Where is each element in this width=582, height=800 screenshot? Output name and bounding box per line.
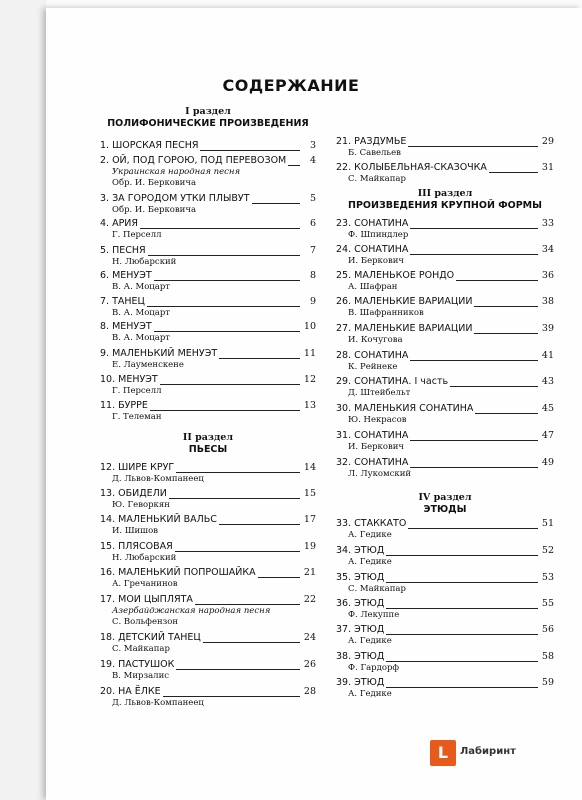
labirint-logo-text: Лабиринт [460, 746, 516, 757]
toc-entry [100, 218, 316, 241]
toc-entry [100, 462, 316, 485]
toc-entry-composer: А. Гедике [348, 557, 392, 567]
section-3-header-wrap [336, 188, 554, 212]
toc-entry-row [336, 244, 554, 256]
toc-entry-title: 17. МОИ ЦЫПЛЯТА [100, 594, 193, 605]
toc-entry-row [100, 488, 316, 500]
toc-entry-rule [203, 642, 300, 643]
section-header-4 [336, 492, 554, 516]
toc-entry-page: 34 [541, 244, 554, 255]
toc-entry-composer: А. Гедике [348, 530, 392, 540]
toc-entry-composer: Г. Перселл [112, 230, 162, 240]
toc-entry-row [100, 321, 316, 333]
toc-entry-page: 52 [541, 545, 554, 556]
toc-entry-title: 34. ЭТЮД [336, 545, 385, 556]
toc-entry-title: 11. БУРРЕ [100, 400, 148, 411]
toc-entry-page: 21 [303, 567, 316, 578]
toc-entry [336, 296, 554, 319]
toc-entry-title: 28. СОНАТИНА [336, 350, 409, 361]
toc-entry-page: 36 [541, 270, 554, 281]
toc-entry-title: 8. МЕНУЭТ [100, 321, 152, 332]
toc-entry-title: 18. ДЕТСКИЙ ТАНЕЦ [100, 632, 201, 643]
toc-entry-composer: В. А. Моцарт [112, 308, 170, 318]
toc-entry-page: 47 [541, 430, 554, 441]
toc-entry-composer: Обр. И. Берковича [112, 178, 197, 188]
toc-entry-page: 56 [541, 624, 554, 635]
section-title: ЭТЮДЫ [423, 504, 467, 515]
toc-entry-page: 7 [309, 245, 316, 256]
toc-entry [336, 270, 554, 293]
toc-entry-page: 8 [309, 270, 316, 281]
toc-entry-page: 53 [541, 572, 554, 583]
toc-entry-composer: И. Шишов [112, 526, 158, 536]
toc-entry-composer: С. Вольфензон [112, 617, 179, 627]
toc-entry-composer: Ф. Гардорф [348, 663, 400, 673]
toc-entry-page: 9 [309, 296, 316, 307]
toc-entry-row [336, 323, 554, 335]
toc-entry-title: 39. ЭТЮД [336, 677, 385, 688]
section-header-3 [336, 188, 554, 212]
toc-entry-page: 38 [541, 296, 554, 307]
section-title: ПЬЕСЫ [188, 444, 228, 455]
toc-entry-title: 30. МАЛЕНЬКИЯ СОНАТИНА [336, 403, 474, 414]
toc-entry-rule [195, 604, 300, 605]
toc-entry-page: 58 [541, 651, 554, 662]
toc-entry-rule [219, 358, 300, 359]
toc-entry-row [100, 400, 316, 412]
toc-entry-composer: Обр. И. Берковича [112, 205, 197, 215]
toc-entry-row [100, 632, 316, 644]
toc-entry-title: 19. ПАСТУШОК [100, 659, 175, 670]
toc-entry-title: 27. МАЛЕНЬКИЕ ВАРИАЦИИ [336, 323, 473, 334]
toc-entry-composer: Ю. Некрасов [348, 415, 407, 425]
toc-entry-page: 3 [309, 140, 316, 151]
toc-entry-rule [175, 551, 300, 552]
toc-entry-rule [163, 696, 300, 697]
toc-entry-rule [410, 467, 537, 468]
toc-entry-composer: А. Гедике [348, 689, 392, 699]
toc-entry-rule [410, 254, 537, 255]
toc-entry-page: 15 [303, 488, 316, 499]
toc-entry-row [100, 155, 316, 167]
toc-entry [336, 323, 554, 346]
toc-entry [336, 218, 554, 241]
toc-entry-composer: С. Майкапар [348, 174, 406, 184]
toc-entry [100, 541, 316, 564]
toc-entry-composer: Ю. Геворкян [112, 500, 170, 510]
toc-entry [100, 632, 316, 655]
toc-entry-row [336, 598, 554, 610]
labirint-logo-icon: L [430, 740, 456, 766]
toc-entry-row [100, 270, 316, 282]
toc-entry-composer: Н. Любарский [112, 257, 177, 267]
toc-entry-title: 35. ЭТЮД [336, 572, 385, 583]
toc-entry [100, 514, 316, 537]
toc-entry-composer: Д. Штейбельт [348, 388, 411, 398]
toc-entry-row [100, 686, 316, 698]
toc-entry-rule [148, 255, 300, 256]
toc-entry-rule [386, 661, 538, 662]
toc-entry-composer: Д. Львов-Компанеец [112, 474, 204, 484]
toc-entry-title: 5. ПЕСНЯ [100, 245, 146, 256]
toc-entry-rule [154, 331, 300, 332]
toc-entry-rule [410, 360, 537, 361]
toc-entry [100, 245, 316, 268]
toc-entry-page: 5 [309, 193, 316, 204]
toc-entry-page: 11 [303, 348, 316, 359]
toc-entry [100, 400, 316, 423]
toc-entry [100, 594, 316, 628]
toc-entry-composer: В. А. Моцарт [112, 333, 170, 343]
toc-entry-page: 13 [303, 400, 316, 411]
toc-entry-row [100, 245, 316, 257]
toc-entry-composer: В. Шафранников [348, 308, 424, 318]
toc-entry-title: 12. ШИРЕ КРУГ [100, 462, 175, 473]
toc-entry-rule [410, 228, 537, 229]
toc-entry-title: 25. МАЛЕНЬКОЕ РОНДО [336, 270, 455, 281]
toc-entry-rule [140, 228, 300, 229]
toc-entry [336, 651, 554, 674]
toc-entry-rule [386, 687, 538, 688]
toc-entry-page: 14 [303, 462, 316, 473]
section-number: I раздел [185, 106, 231, 117]
toc-entry-row [100, 462, 316, 474]
toc-entry [100, 270, 316, 293]
toc-entry-page: 26 [303, 659, 316, 670]
toc-entry-composer: А. Гедике [348, 636, 392, 646]
toc-entry-rule [150, 410, 300, 411]
toc-entry-page: 55 [541, 598, 554, 609]
toc-entry-composer: Г. Телеман [112, 412, 162, 422]
section-number: IV раздел [418, 492, 472, 503]
toc-entry [100, 686, 316, 709]
toc-entry [100, 374, 316, 397]
section-4-header-wrap [336, 492, 554, 516]
toc-entry-rule [176, 472, 300, 473]
toc-entry-title: 29. СОНАТИНА. I часть [336, 376, 449, 387]
toc-entry-row [100, 374, 316, 386]
toc-entry-page: 6 [309, 218, 316, 229]
toc-entry-title: 15. ПЛЯСОВАЯ [100, 541, 173, 552]
toc-entry [336, 518, 554, 541]
toc-entry-rule [169, 498, 300, 499]
toc-entry [336, 430, 554, 453]
section-2-header-wrap [100, 432, 316, 456]
toc-entry-page: 31 [541, 162, 554, 173]
left-column [100, 106, 316, 130]
toc-entry-rule [408, 146, 538, 147]
toc-entry-composer: Ф. Лекуппе [348, 610, 400, 620]
toc-entry-composer: Н. Любарский [112, 553, 177, 563]
toc-entry [336, 624, 554, 647]
toc-entry-row [100, 218, 316, 230]
toc-entry-rule [456, 280, 538, 281]
toc-entry [100, 659, 316, 682]
toc-entry-page: 17 [303, 514, 316, 525]
toc-entry [100, 321, 316, 344]
toc-entry-title: 21. РАЗДУМЬЕ [336, 136, 407, 147]
toc-entry-rule [386, 634, 538, 635]
toc-entry [100, 296, 316, 319]
toc-entry [336, 376, 554, 399]
toc-entry [336, 350, 554, 373]
toc-entry [100, 567, 316, 590]
toc-entry-row [100, 567, 316, 579]
toc-entry-rule [200, 150, 300, 151]
toc-entry-title: 37. ЭТЮД [336, 624, 385, 635]
toc-entry-title: 38. ЭТЮД [336, 651, 385, 662]
toc-entry-row [336, 572, 554, 584]
toc-entry-title: 14. МАЛЕНЬКИЙ ВАЛЬС [100, 514, 217, 525]
section-title: ПРОИЗВЕДЕНИЯ КРУПНОЙ ФОРМЫ [348, 200, 542, 211]
toc-entry-rule [475, 413, 537, 414]
toc-entry-page: 43 [541, 376, 554, 387]
toc-entry-composer: Б. Савельев [348, 148, 401, 158]
toc-entry-row [336, 403, 554, 415]
toc-entry-title: 13. ОБИДЕЛИ [100, 488, 167, 499]
toc-entry-row [336, 677, 554, 689]
toc-entry-page: 10 [303, 321, 316, 332]
toc-entry [336, 162, 554, 185]
toc-entry [100, 193, 316, 216]
toc-entry-composer: В. А. Моцарт [112, 282, 170, 292]
toc-entry-rule [258, 577, 300, 578]
toc-entry-row [336, 624, 554, 636]
toc-entry [100, 488, 316, 511]
toc-entry-title: 22. КОЛЫБЕЛЬНАЯ-СКАЗОЧКА [336, 162, 487, 173]
toc-entry [100, 348, 316, 371]
toc-entry-page: 33 [541, 218, 554, 229]
toc-entry-composer: С. Майкапар [112, 644, 170, 654]
toc-entry-composer: А. Шафран [348, 282, 398, 292]
toc-entry-row [336, 136, 554, 148]
toc-entry-row [336, 430, 554, 442]
toc-entry-composer: Д. Львов-Компанеец [112, 698, 204, 708]
toc-entry-rule [450, 386, 538, 387]
toc-entry-title: 9. МАЛЕНЬКИЙ МЕНУЭТ [100, 348, 218, 359]
toc-entry-row [100, 541, 316, 553]
toc-entry-title: 16. МАЛЕНЬКИЙ ПОПРОШАЙКА [100, 567, 256, 578]
toc-entry-rule [489, 172, 538, 173]
toc-entry-rule [252, 203, 300, 204]
toc-entry-page: 28 [303, 686, 316, 697]
toc-entry-title: 6. МЕНУЭТ [100, 270, 152, 281]
section-header-1 [100, 106, 316, 130]
toc-entry-title: 36. ЭТЮД [336, 598, 385, 609]
toc-entry-title: 1. ШОРСКАЯ ПЕСНЯ [100, 140, 199, 151]
toc-entry-rule [386, 582, 538, 583]
toc-entry-row [336, 162, 554, 174]
toc-entry-rule [386, 608, 538, 609]
toc-entry-composer: И. Кочугова [348, 335, 403, 345]
toc-entry-page: 24 [303, 632, 316, 643]
toc-entry-row [336, 270, 554, 282]
toc-entry-rule [160, 384, 300, 385]
toc-entry-row [100, 193, 316, 205]
toc-entry-title: 24. СОНАТИНА [336, 244, 409, 255]
toc-entry-page: 45 [541, 403, 554, 414]
toc-entry-title: 33. СТАККАТО [336, 518, 407, 529]
section-number: II раздел [182, 432, 234, 443]
toc-entry-composer: Ф. Шпиндлер [348, 230, 409, 240]
toc-entry-row [336, 518, 554, 530]
toc-entry-page: 49 [541, 457, 554, 468]
toc-entry-rule [147, 306, 300, 307]
toc-entry [336, 598, 554, 621]
toc-entry-page: 22 [303, 594, 316, 605]
toc-entry [336, 244, 554, 267]
toc-entry-row [336, 457, 554, 469]
toc-entry-row [100, 514, 316, 526]
toc-entry [336, 403, 554, 426]
toc-entry-row [336, 296, 554, 308]
toc-entry-title: 3. ЗА ГОРОДОМ УТКИ ПЛЫВУТ [100, 193, 250, 204]
toc-entry-rule [154, 280, 300, 281]
section-title: ПОЛИФОНИЧЕСКИЕ ПРОИЗВЕДЕНИЯ [107, 118, 309, 129]
toc-entry-page: 41 [541, 350, 554, 361]
toc-entry-composer: Г. Перселл [112, 386, 162, 396]
toc-entry-row [336, 376, 554, 388]
toc-entry-row [336, 545, 554, 557]
toc-entry-rule [219, 524, 300, 525]
section-header-2 [100, 432, 316, 456]
toc-entry-row [336, 218, 554, 230]
toc-entry [100, 155, 316, 189]
page-title: СОДЕРЖАНИЕ [222, 76, 360, 95]
toc-entry-title: 31. СОНАТИНА [336, 430, 409, 441]
toc-entry-page: 59 [541, 677, 554, 688]
toc-entry-row [336, 350, 554, 362]
toc-entry-page: 51 [541, 518, 554, 529]
toc-entry-page: 19 [303, 541, 316, 552]
toc-entry [336, 136, 554, 159]
section-number: III раздел [417, 188, 473, 199]
toc-entry-composer: Е. Лауменскене [112, 360, 184, 370]
toc-entry-rule [386, 555, 538, 556]
toc-entry-row [100, 594, 316, 606]
page-edge [0, 0, 46, 800]
toc-entry-rule [176, 669, 300, 670]
toc-entry-composer: И. Беркович [348, 256, 405, 266]
toc-entry [336, 545, 554, 568]
toc-entry-composer: К. Рейнеке [348, 362, 398, 372]
toc-entry [100, 140, 316, 152]
toc-entry-rule [288, 165, 300, 166]
toc-entry-page: 29 [541, 136, 554, 147]
toc-entry-page: 39 [541, 323, 554, 334]
toc-entry [336, 677, 554, 700]
toc-entry-composer: И. Беркович [348, 442, 405, 452]
toc-entry-composer: С. Майкапар [348, 584, 406, 594]
toc-entry [336, 457, 554, 480]
toc-entry-composer: Л. Лукомский [348, 469, 412, 479]
toc-entry-row [100, 659, 316, 671]
toc-entry-composer: А. Гречанинов [112, 579, 178, 589]
toc-entry-rule [474, 333, 537, 334]
toc-entry-title: 2. ОЙ, ПОД ГОРОЮ, ПОД ПЕРЕВОЗОМ [100, 155, 287, 166]
toc-entry-title: 4. АРИЯ [100, 218, 139, 229]
toc-entry-row [100, 348, 316, 360]
toc-entry-title: 20. НА ЁЛКЕ [100, 686, 161, 697]
toc-entry-composer: В. Мирзалис [112, 671, 169, 681]
toc-entry-rule [474, 306, 537, 307]
toc-entry-subtitle: Азербайджанская народная песня [112, 606, 271, 616]
toc-entry [336, 572, 554, 595]
toc-entry-title: 10. МЕНУЭТ [100, 374, 158, 385]
toc-entry-row [336, 651, 554, 663]
toc-entry-subtitle: Украинская народная песня [112, 167, 241, 177]
toc-entry-page: 4 [309, 155, 316, 166]
toc-entry-title: 23. СОНАТИНА [336, 218, 409, 229]
toc-entry-rule [408, 528, 538, 529]
toc-entry-title: 32. СОНАТИНА [336, 457, 409, 468]
toc-entry-row [100, 140, 316, 152]
toc-entry-page: 12 [303, 374, 316, 385]
toc-entry-row [100, 296, 316, 308]
toc-entry-title: 26. МАЛЕНЬКИЕ ВАРИАЦИИ [336, 296, 473, 307]
toc-entry-rule [410, 440, 537, 441]
toc-entry-title: 7. ТАНЕЦ [100, 296, 145, 307]
